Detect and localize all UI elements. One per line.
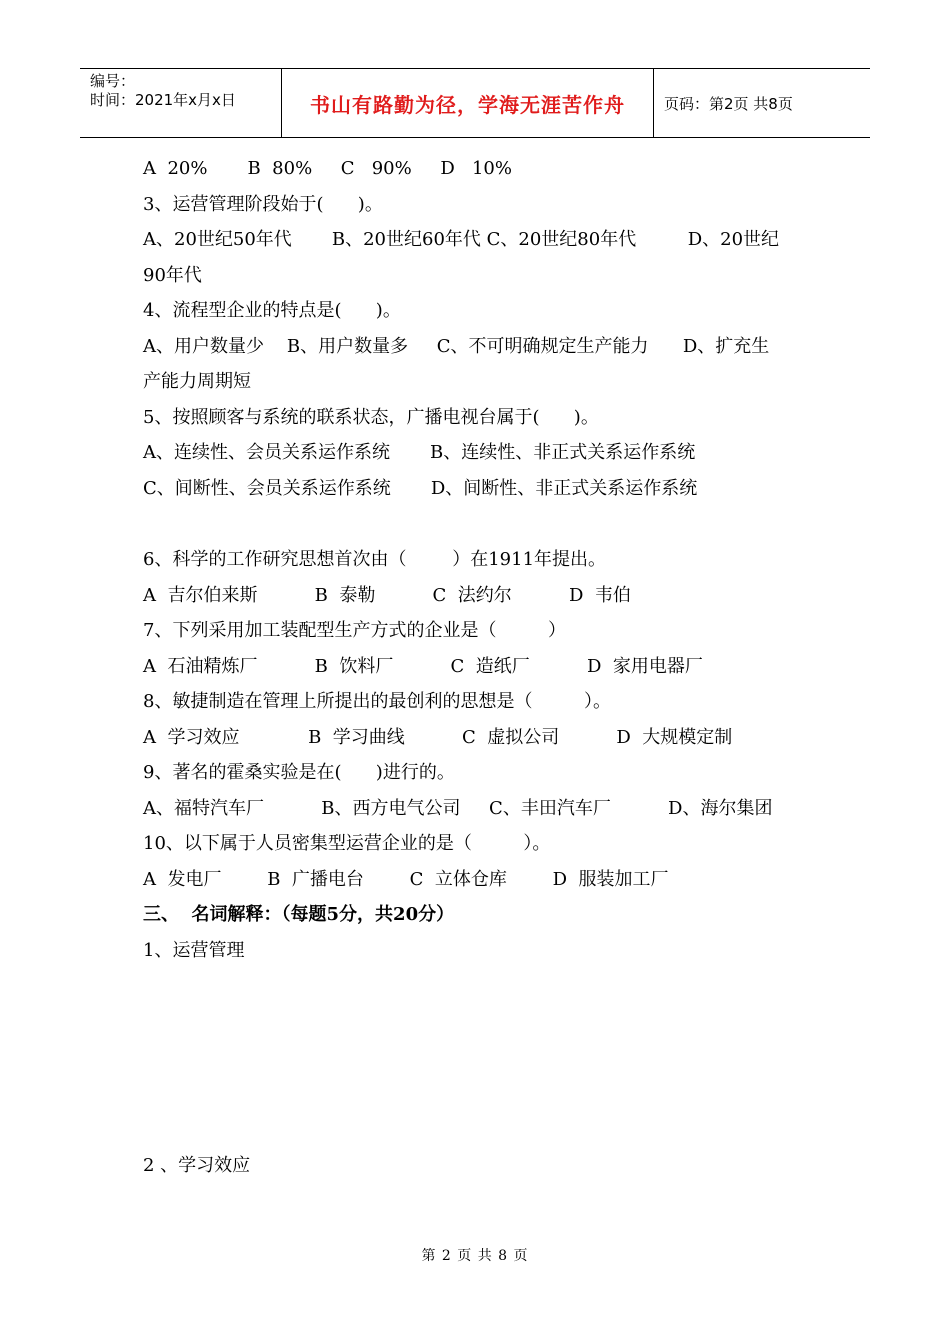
question-4-options-cont: 产能力周期短 bbox=[143, 371, 251, 392]
question-3-options-cont: 90年代 bbox=[143, 264, 202, 286]
question-2-options: A 20% B 80% C 90% D 10% bbox=[143, 158, 512, 179]
question-9: 9、著名的霍桑实验是在( )进行的。 bbox=[143, 762, 455, 783]
term-2: 2 、学习效应 bbox=[143, 1155, 251, 1176]
section-3-heading: 三、 名词解释：（每题5分，共20分） bbox=[143, 904, 455, 925]
document-body bbox=[143, 152, 823, 1185]
header-motto: 书山有路勤为径，学海无涯苦作舟 bbox=[282, 69, 654, 137]
question-8-options: A 学习效应 B 学习曲线 C 虚拟公司 D 大规模定制 bbox=[143, 726, 733, 748]
question-8: 8、敏捷制造在管理上所提出的最创利的思想是（ ）。 bbox=[143, 691, 611, 712]
question-9-options: A、福特汽车厂 B、西方电气公司 C、丰田汽车厂 D、海尔集团 bbox=[143, 797, 773, 819]
question-5-options-ab: A、连续性、会员关系运作系统 B、连续性、非正式关系运作系统 bbox=[143, 442, 696, 463]
question-7-options: A 石油精炼厂 B 饮料厂 C 造纸厂 D 家用电器厂 bbox=[143, 655, 703, 677]
question-4: 4、流程型企业的特点是( )。 bbox=[143, 300, 401, 321]
header-page-info: 页码：第2页 共8页 bbox=[664, 94, 793, 113]
header-meta bbox=[80, 69, 282, 137]
question-5: 5、按照顾客与系统的联系状态，广播电视台属于( )。 bbox=[143, 406, 599, 428]
page-header bbox=[80, 68, 870, 138]
term-1: 1、运营管理 bbox=[143, 939, 245, 961]
question-5-options-cd: C、间断性、会员关系运作系统 D、间断性、非正式关系运作系统 bbox=[143, 477, 698, 499]
document-time-label: 时间：2021年x月x日 bbox=[90, 91, 236, 109]
document-number-label: 编号： bbox=[90, 72, 136, 90]
question-6: 6、科学的工作研究思想首次由（ ）在1911年提出。 bbox=[143, 549, 607, 570]
question-10: 10、以下属于人员密集型运营企业的是（ ）。 bbox=[143, 833, 551, 854]
question-4-options: A、用户数量少 B、用户数量多 C、不可明确规定生产能力 D、扩充生 bbox=[143, 335, 770, 357]
question-7: 7、下列采用加工装配型生产方式的企业是（ ） bbox=[143, 620, 566, 641]
question-3: 3、运营管理阶段始于( )。 bbox=[143, 193, 383, 215]
question-10-options: A 发电厂 B 广播电台 C 立体仓库 D 服装加工厂 bbox=[143, 868, 669, 890]
question-6-options: A 吉尔伯来斯 B 泰勒 C 法约尔 D 韦伯 bbox=[143, 584, 631, 606]
question-3-options: A、20世纪50年代 B、20世纪60年代 C、20世纪80年代 D、20世纪 bbox=[143, 229, 780, 250]
page-footer: 第 2 页 共 8 页 bbox=[421, 1248, 529, 1264]
